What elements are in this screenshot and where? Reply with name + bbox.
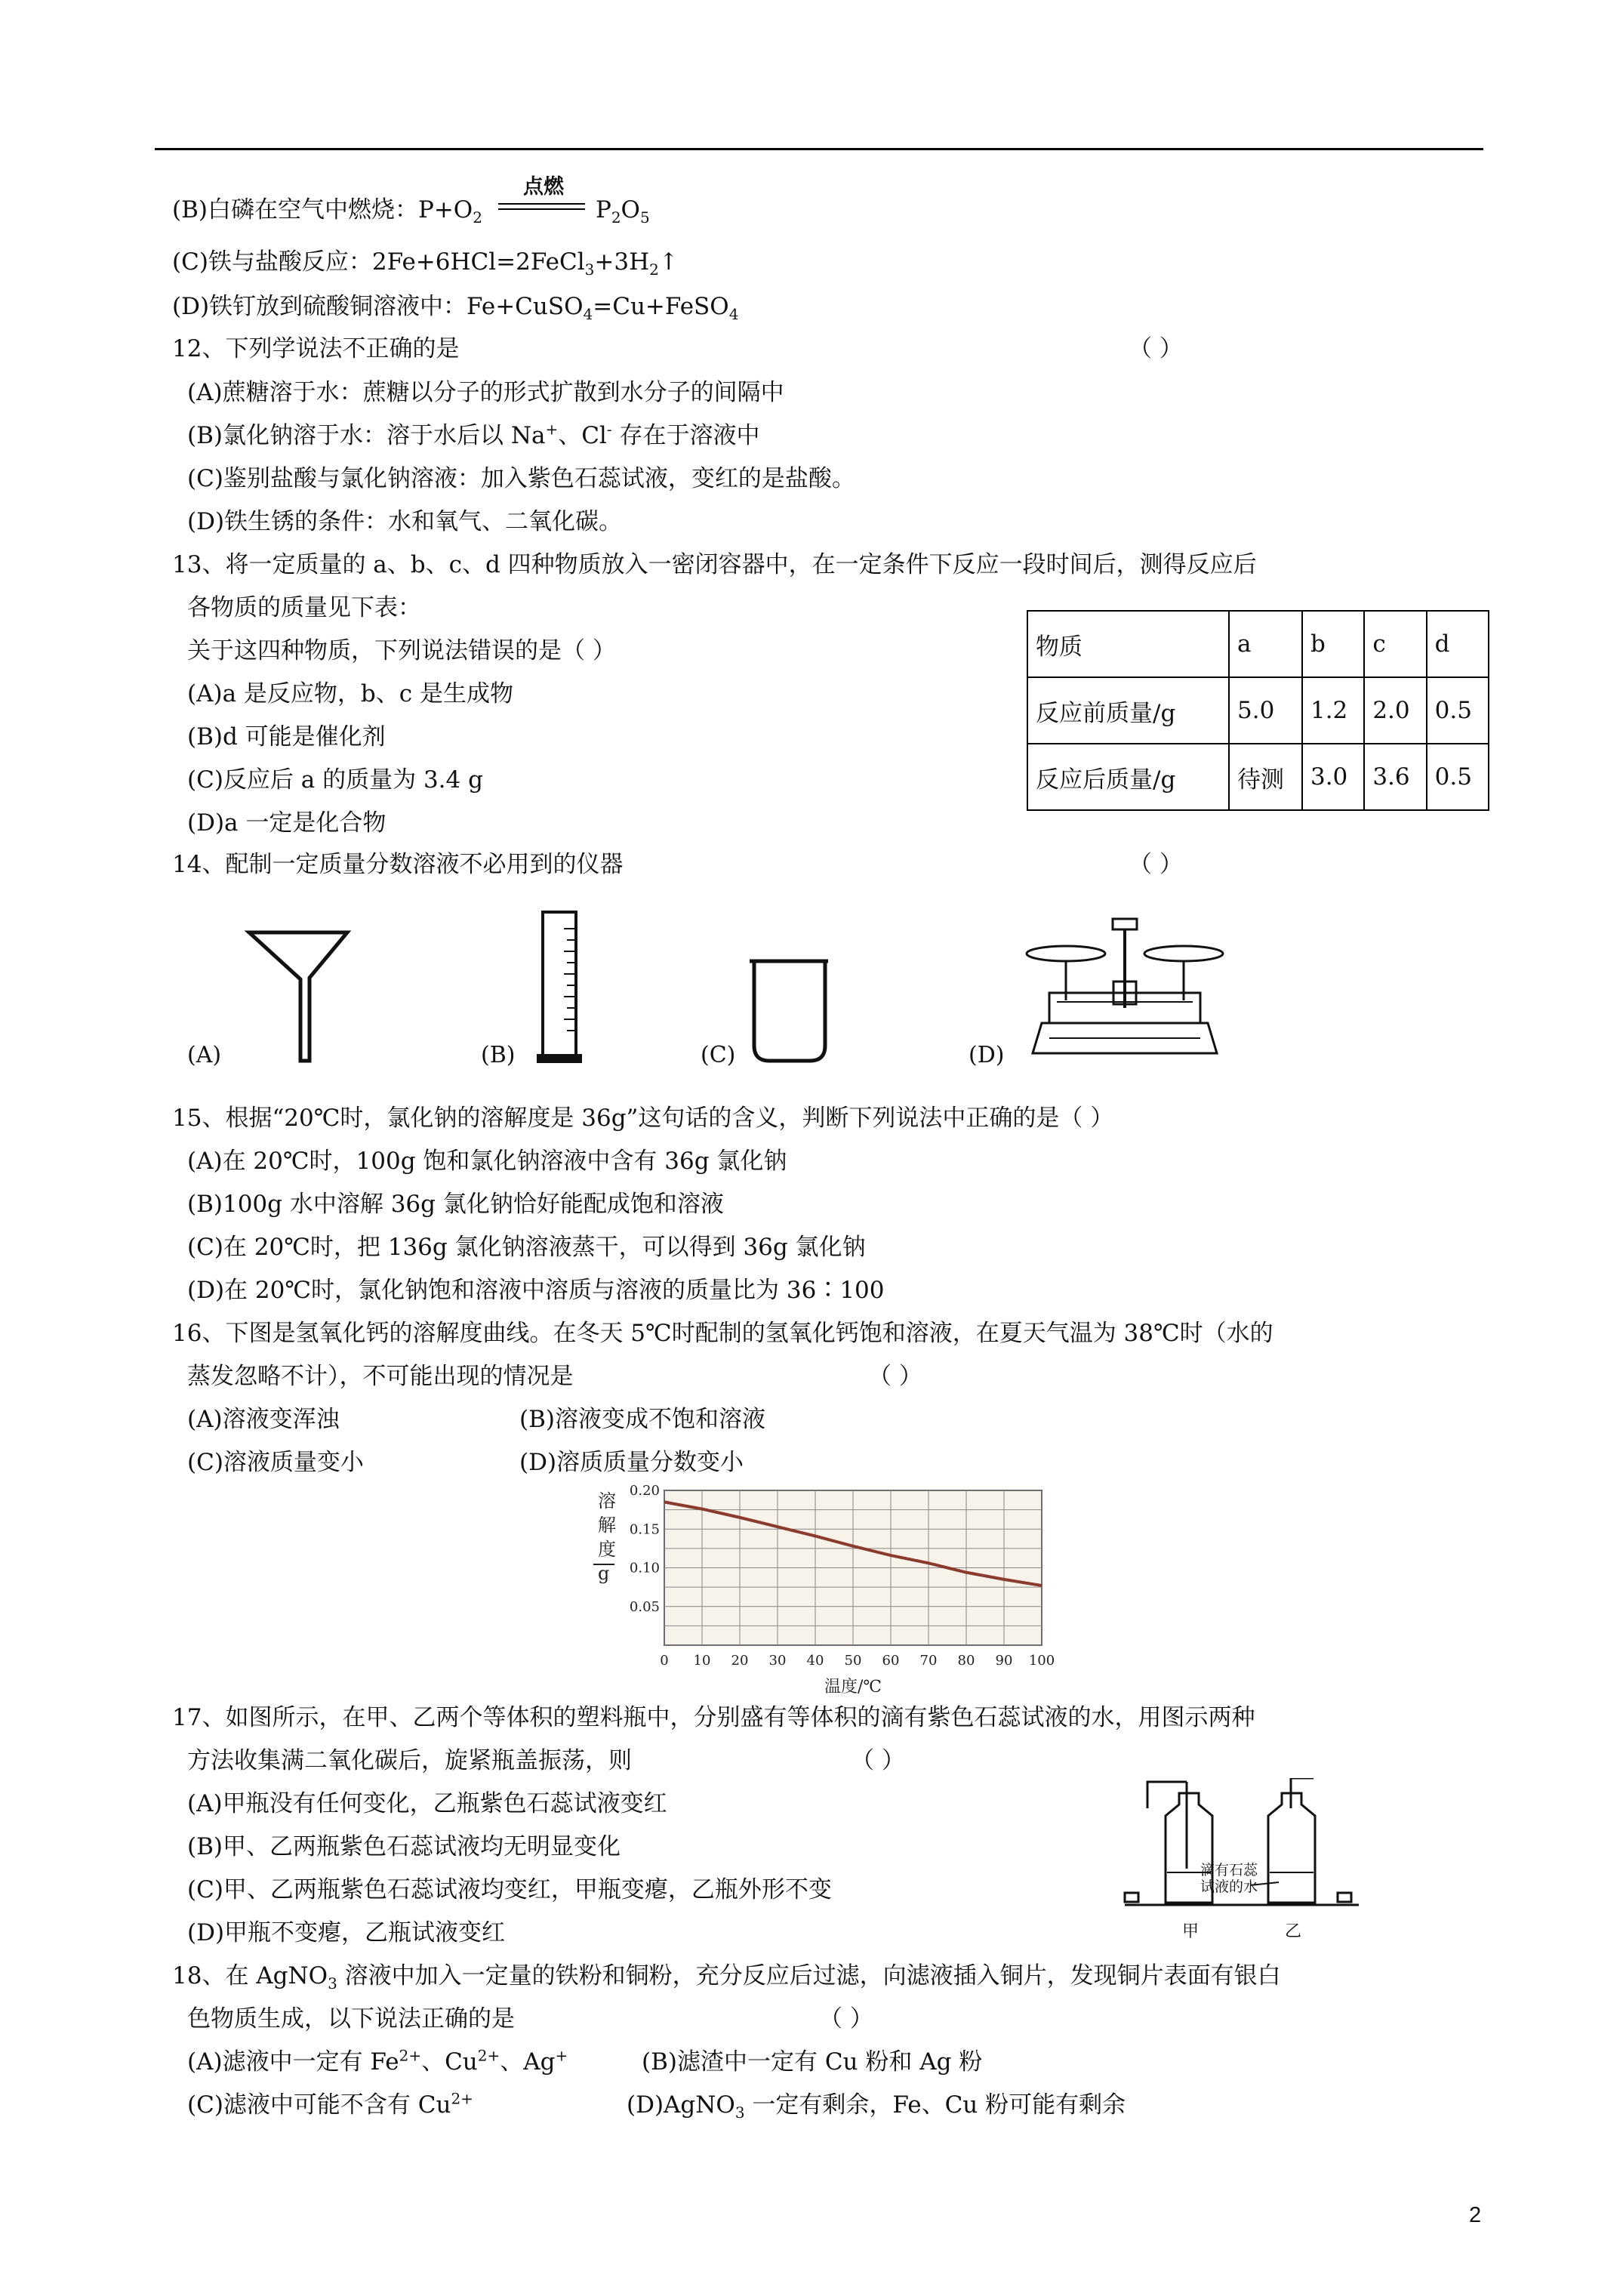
q16-option-c: (C)溶液质量变小	[187, 1449, 364, 1476]
q11-option-d: (D)铁钉放到硫酸铜溶液中：Fe+CuSO$_4$=Cu+FeSO$_4$	[172, 293, 739, 324]
bottle-collection-diagram	[1117, 1778, 1366, 1959]
q18-stem-line2: 色物质生成，以下说法正确的是	[187, 2005, 515, 2032]
bottle-label-yi: 乙	[1285, 1922, 1302, 1941]
q15-option-b: (B)100g 水中溶解 36g 氯化钠恰好能配成饱和溶液	[187, 1191, 724, 1218]
q12-option-a: (A)蔗糖溶于水：蔗糖以分子的形式扩散到水分子的间隔中	[187, 379, 784, 406]
table-cell: 0.5	[1427, 677, 1489, 744]
bottle-label-jia: 甲	[1182, 1922, 1200, 1941]
q16-option-d: (D)溶质质量分数变小	[519, 1449, 744, 1476]
q13-stem-line1: 13、将一定质量的 a、b、c、d 四种物质放入一密闭容器中，在一定条件下反应一段时间后，测得反应后	[172, 551, 1257, 578]
q16-option-a: (A)溶液变浑浊	[187, 1406, 340, 1433]
q13-stem-line3: 关于这四种物质，下列说法错误的是（ ）	[187, 637, 616, 664]
table-header-row	[1027, 611, 1489, 677]
table-row	[1027, 677, 1489, 744]
x-tick-label: 100	[1028, 1653, 1055, 1669]
q12-answer-paren: （ ）	[1129, 335, 1183, 362]
q13-option-a: (A)a 是反应物，b、c 是生成物	[187, 680, 513, 707]
q12-stem: 12、下列学说法不正确的是	[172, 335, 460, 362]
x-tick-label: 90	[995, 1653, 1013, 1669]
q18-answer-paren: （ ）	[819, 2005, 873, 2032]
y-tick-label: 0.10	[629, 1560, 660, 1576]
instrument-label-a: (A)	[187, 1042, 222, 1068]
solubility-chart	[581, 1481, 1064, 1697]
table-cell: 反应前质量/g	[1027, 677, 1229, 744]
x-tick-label: 0	[660, 1653, 669, 1669]
table-cell: b	[1302, 611, 1364, 677]
q18-option-a: (A)滤液中一定有 $Fe^{2+}$、$Cu^{2+}$、Ag+	[187, 2046, 568, 2076]
q16-stem-line2: 蒸发忽略不计），不可能出现的情况是	[187, 1363, 574, 1390]
q11-reaction-condition: 点燃	[523, 175, 564, 199]
header-rule	[155, 148, 1483, 150]
instrument-label-c: (C)	[701, 1042, 736, 1068]
q17-stem-line2: 方法收集满二氧化碳后，旋紧瓶盖振荡，则	[187, 1747, 632, 1774]
y-axis-label-char: 度	[598, 1539, 616, 1560]
q17-option-b: (B)甲、乙两瓶紫色石蕊试液均无明显变化	[187, 1833, 621, 1860]
x-tick-label: 20	[731, 1653, 749, 1669]
y-tick-label: 0.15	[629, 1521, 660, 1538]
q12-option-d: (D)铁生锈的条件：水和氧气、二氧化碳。	[187, 508, 623, 535]
y-axis-label-char: g	[598, 1563, 610, 1584]
q12-option-c: (C)鉴别盐酸与氯化钠溶液：加入紫色石蕊试液，变红的是盐酸。	[187, 465, 855, 492]
q11-equation-bar-bottom	[498, 208, 585, 210]
x-axis-label: 温度/℃	[824, 1678, 882, 1697]
table-cell: a	[1229, 611, 1302, 677]
q15-option-c: (C)在 20℃时，把 136g 氯化钠溶液蒸干，可以得到 36g 氯化钠	[187, 1234, 866, 1261]
table-cell: 1.2	[1302, 677, 1364, 744]
beaker-icon	[744, 955, 834, 1068]
q16-stem-line1: 16、下图是氢氧化钙的溶解度曲线。在冬天 5℃时配制的氢氧化钙饱和溶液，在夏天气温为 38℃时（水的	[172, 1320, 1273, 1347]
litmus-label-2: 试液的水	[1200, 1878, 1258, 1895]
y-axis-label-char: 解	[598, 1515, 616, 1536]
q13-stem-line2: 各物质的质量见下表：	[187, 594, 421, 621]
q17-answer-paren: （ ）	[851, 1747, 905, 1774]
q11-equation-bar-top	[498, 203, 585, 205]
mass-table	[1027, 610, 1489, 811]
y-tick-label: 0.05	[629, 1598, 660, 1615]
table-cell: 物质	[1027, 611, 1229, 677]
q17-stem-line1: 17、如图所示，在甲、乙两个等体积的塑料瓶中，分别盛有等体积的滴有紫色石蕊试液的水，用图示两种	[172, 1704, 1255, 1731]
q18-option-d: (D)AgNO$_3$ 一定有剩余，Fe、Cu 粉可能有剩余	[627, 2091, 1126, 2122]
gas-arrow-icon: ↑	[658, 248, 679, 276]
table-cell: 3.6	[1364, 744, 1426, 810]
q15-option-a: (A)在 20℃时，100g 饱和氯化钠溶液中含有 36g 氯化钠	[187, 1148, 787, 1175]
q11-option-c: (C)铁与盐酸反应：$2Fe+6HCl=2FeCl_3+3H_2↑$	[172, 248, 679, 279]
q18-option-b: (B)滤渣中一定有 Cu 粉和 Ag 粉	[642, 2048, 983, 2076]
page-number: 2	[1469, 2203, 1482, 2227]
graduated-cylinder-icon	[532, 906, 593, 1068]
y-axis-label-char: 溶	[598, 1490, 616, 1512]
q12-option-b: (B)氯化钠溶于水：溶于水后以 Na+、Cl- 存在于溶液中	[187, 420, 760, 449]
y-tick-label: 0.20	[629, 1483, 660, 1499]
x-tick-label: 10	[693, 1653, 711, 1669]
table-cell: 0.5	[1427, 744, 1489, 810]
instrument-label-d: (D)	[969, 1042, 1005, 1068]
x-tick-label: 30	[768, 1653, 787, 1669]
table-cell: c	[1364, 611, 1426, 677]
q13-option-b: (B)d 可能是催化剂	[187, 723, 386, 750]
table-row	[1027, 744, 1489, 810]
q14-stem: 14、配制一定质量分数溶液不必用到的仪器	[172, 851, 624, 878]
q15-stem: 15、根据“20℃时，氯化钠的溶解度是 36g”这句话的含义，判断下列说法中正确的是（ ）	[172, 1105, 1114, 1132]
q16-answer-paren: （ ）	[868, 1363, 922, 1390]
q14-answer-paren: （ ）	[1129, 851, 1183, 878]
x-tick-label: 80	[957, 1653, 975, 1669]
table-cell: 5.0	[1229, 677, 1302, 744]
q16-option-b: (B)溶液变成不饱和溶液	[519, 1406, 765, 1433]
instrument-label-b: (B)	[481, 1042, 516, 1068]
table-cell: 反应后质量/g	[1027, 744, 1229, 810]
x-tick-label: 70	[919, 1653, 938, 1669]
x-tick-label: 40	[806, 1653, 824, 1669]
q13-option-d: (D)a 一定是化合物	[187, 809, 387, 837]
q13-option-c: (C)反应后 a 的质量为 3.4 g	[187, 766, 483, 794]
q18-option-c: (C)滤液中可能不含有 $Cu^{2+}$	[187, 2089, 473, 2119]
x-tick-label: 60	[882, 1653, 900, 1669]
table-cell: 3.0	[1302, 744, 1364, 810]
litmus-label-1: 滴有石蕊	[1200, 1862, 1258, 1878]
table-cell: d	[1427, 611, 1489, 677]
table-cell: 2.0	[1364, 677, 1426, 744]
q17-option-d: (D)甲瓶不变瘪，乙瓶试液变红	[187, 1919, 506, 1946]
q17-option-c: (C)甲、乙两瓶紫色石蕊试液均变红，甲瓶变瘪，乙瓶外形不变	[187, 1876, 832, 1903]
q15-option-d: (D)在 20℃时，氯化钠饱和溶液中溶质与溶液的质量比为 36∶100	[187, 1277, 885, 1304]
x-tick-label: 50	[844, 1653, 862, 1669]
funnel-icon	[242, 925, 362, 1068]
table-cell: 待测	[1229, 744, 1302, 810]
q11-option-b: (B)白磷在空气中燃烧：$P+O_2$ $P_2O_5$	[172, 196, 650, 227]
q18-stem-line1: 18、在 AgNO$_3$ 溶液中加入一定量的铁粉和铜粉，充分反应后过滤，向滤液插入铜片，发现铜片表面有银白	[172, 1962, 1281, 1993]
balance-scale-icon	[1019, 910, 1230, 1072]
q17-option-a: (A)甲瓶没有任何变化，乙瓶紫色石蕊试液变红	[187, 1790, 667, 1817]
